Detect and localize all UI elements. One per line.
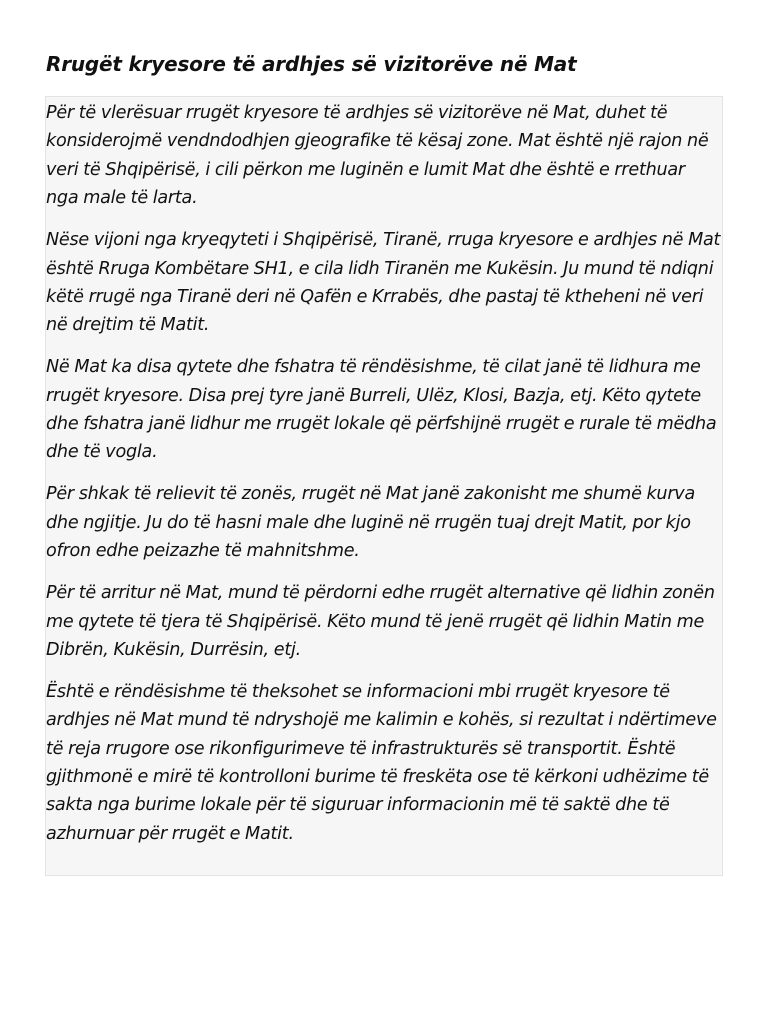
- paragraph-2: Nëse vijoni nga kryeqyteti i Shqipërisë, Tiranë, rruga kryesore e ardhjes në Mat është Rruga Kombëtare SH1, e cila lidh Tiranën me Kukësin. Ju mund të ndiqni këtë rrugë nga Tiranë deri në Qafën e Krrabës, dhe pastaj të ktheheni në veri në drejtim të Matit.: [46, 230, 721, 336]
- paragraph-1: Për të vlerësuar rrugët kryesore të ardhjes së vizitorëve në Mat, duhet të konsiderojmë vendndodhjen gjeografike të kësaj zone. Mat është një rajon në veri të Shqipërisë, i cili përkon me luginën e lumit Mat dhe është e rrethuar nga male të larta.: [46, 103, 709, 209]
- paragraph-6: Është e rëndësishme të theksohet se informacioni mbi rrugët kryesore të ardhjes në Mat mund të ndryshojë me kalimin e kohës, si rezultat i ndërtimeve të reja rrugore ose rikonfigurimeve të infrastrukturës së transportit. Është gjithmonë e mirë të kontrolloni burime të freskëta ose të kërkoni udhëzime të sakta nga burime lokale për të siguruar informacionin më të saktë dhe të azhurnuar për rrugët e Matit.: [46, 681, 717, 844]
- paragraph-4: Për shkak të relievit të zonës, rrugët në Mat janë zakonisht me shumë kurva dhe ngjitje. Ju do të hasni male dhe luginë në rrugën tuaj drejt Matit, por kjo ofron edhe peizazhe të mahnitshme.: [46, 484, 695, 562]
- content-box: [45, 96, 723, 876]
- paragraph-5: Për të arritur në Mat, mund të përdorni edhe rrugët alternative që lidhin zonën me qytete të tjera të Shqipërisë. Këto mund të jenë rrugët që lidhin Matin me Dibrën, Kukësin, Durrësin, etj.: [46, 583, 715, 660]
- paragraph-3: Në Mat ka disa qytete dhe fshatra të rëndësishme, të cilat janë të lidhura me rrugët kryesore. Disa prej tyre janë Burreli, Ulëz, Klosi, Bazja, etj. Këto qytete dhe fshatra janë lidhur me rrugët lokale që përfshijnë rrugët e rurale të mëdha dhe të vogla.: [46, 357, 717, 463]
- page-title: Rrugët kryesore të ardhjes së vizitorëve në Mat: [46, 52, 577, 76]
